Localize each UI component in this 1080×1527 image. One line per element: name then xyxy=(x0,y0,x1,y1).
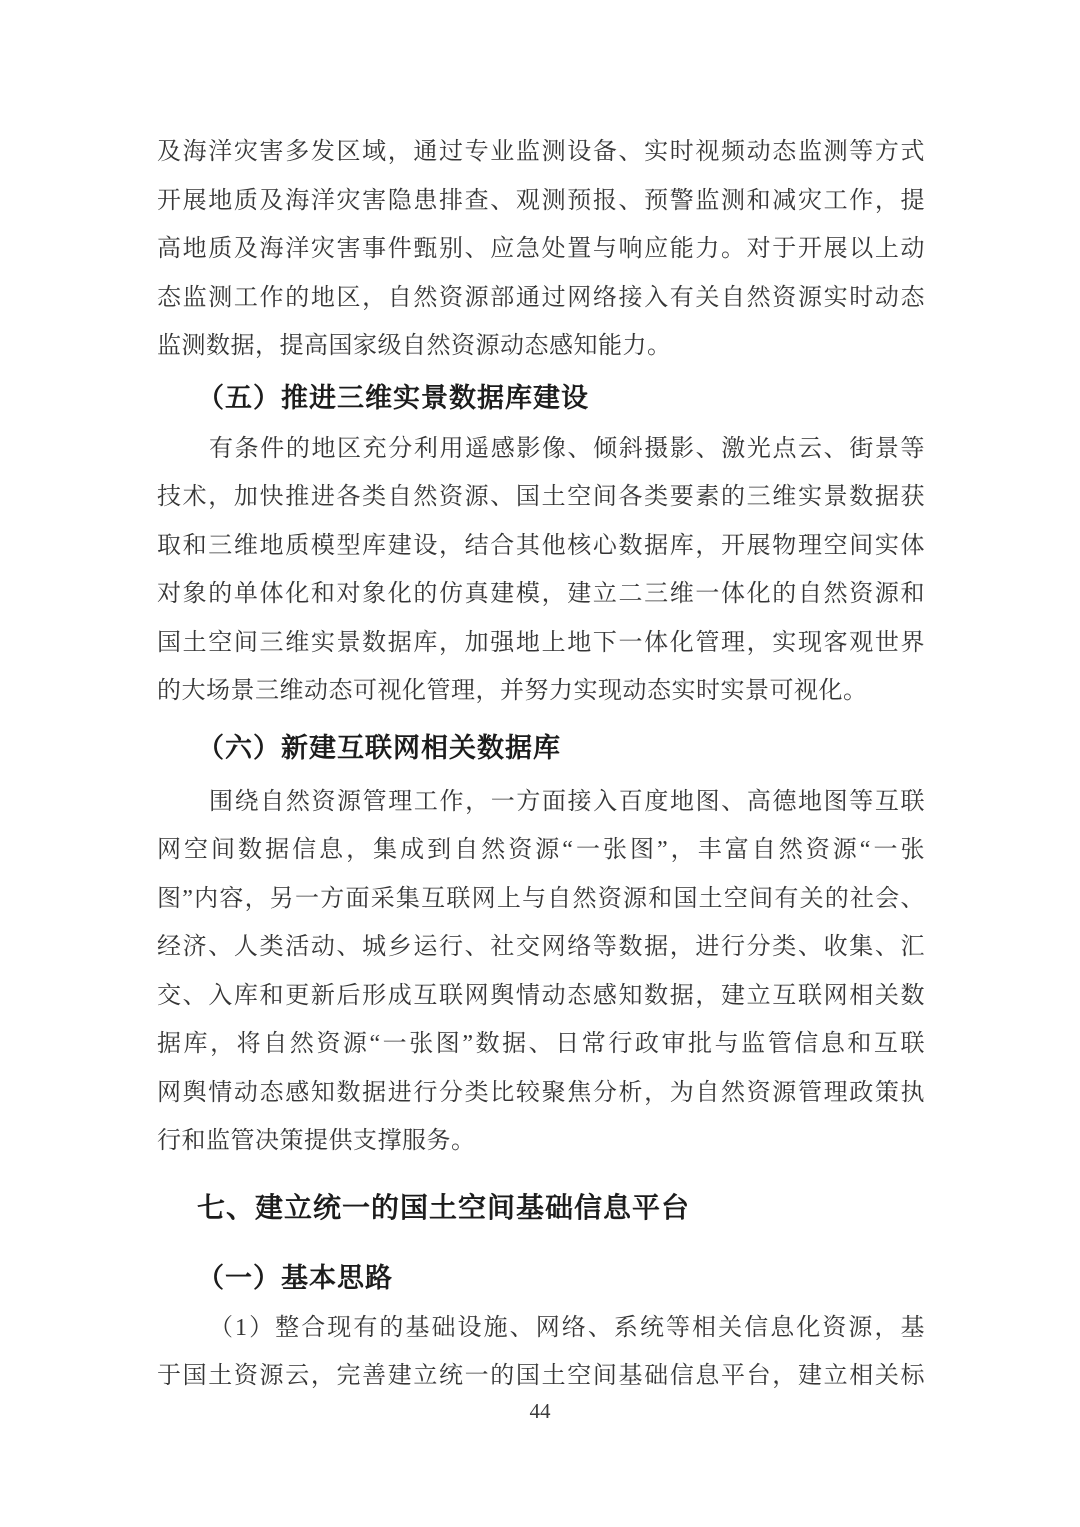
text-line: 经济、人类活动、城乡运行、社交网络等数据，进行分类、收集、汇 xyxy=(157,934,925,960)
text-line: 图”内容，另一方面采集互联网上与自然资源和国土空间有关的社会、 xyxy=(157,885,925,912)
text-line: 网舆情动态感知数据进行分类比较聚焦分析，为自然资源管理政策执 xyxy=(157,1079,925,1106)
page-number: 44 xyxy=(529,1399,551,1423)
chapter-heading-7: 七、建立统一的国土空间基础信息平台 xyxy=(197,1191,691,1223)
text-line: （1）整合现有的基础设施、网络、系统等相关信息化资源，基 xyxy=(209,1314,925,1341)
text-line: 监测数据，提高国家级自然资源动态感知能力。 xyxy=(157,333,672,359)
text-line: 据库，将自然资源“一张图”数据、日常行政审批与监管信息和互联 xyxy=(157,1031,925,1057)
paragraph-section-6 xyxy=(157,778,925,1166)
section-heading-5: （五）推进三维实景数据库建设 xyxy=(197,382,589,413)
text-line: 对象的单体化和对象化的仿真建模，建立二三维一体化的自然资源和 xyxy=(157,581,925,607)
text-block xyxy=(157,128,925,1401)
paragraph-section-5 xyxy=(157,425,925,716)
text-line: 交、入库和更新后形成互联网舆情动态感知数据，建立互联网相关数 xyxy=(157,982,925,1009)
text-line: 有条件的地区充分利用遥感影像、倾斜摄影、激光点云、街景等 xyxy=(209,435,925,462)
section-heading-7-1: （一）基本思路 xyxy=(197,1262,393,1293)
text-line: 态监测工作的地区，自然资源部通过网络接入有关自然资源实时动态 xyxy=(157,284,925,311)
text-line: 及海洋灾害多发区域，通过专业监测设备、实时视频动态监测等方式 xyxy=(157,139,925,165)
paragraph-continuation xyxy=(157,128,925,371)
text-line: 开展地质及海洋灾害隐患排查、观测预报、预警监测和减灾工作，提 xyxy=(157,187,925,214)
text-line: 技术，加快推进各类自然资源、国土空间各类要素的三维实景数据获 xyxy=(157,484,925,510)
text-line: 高地质及海洋灾害事件甄别、应急处置与响应能力。对于开展以上动 xyxy=(157,236,925,262)
text-line: 网空间数据信息，集成到自然资源“一张图”，丰富自然资源“一张 xyxy=(157,837,925,863)
paragraph-section-7-1 xyxy=(157,1304,925,1401)
section-heading-6: （六）新建互联网相关数据库 xyxy=(197,732,561,763)
text-line: 的大场景三维动态可视化管理，并努力实现动态实时实景可视化。 xyxy=(157,678,868,704)
text-line: 行和监管决策提供支撑服务。 xyxy=(157,1128,476,1154)
text-line: 国土空间三维实景数据库，加强地上地下一体化管理，实现客观世界 xyxy=(157,629,925,656)
text-line: 取和三维地质模型库建设，结合其他核心数据库，开展物理空间实体 xyxy=(157,532,925,559)
text-line: 围绕自然资源管理工作，一方面接入百度地图、高德地图等互联 xyxy=(209,788,925,815)
text-line: 于国土资源云，完善建立统一的国土空间基础信息平台，建立相关标 xyxy=(157,1363,925,1389)
